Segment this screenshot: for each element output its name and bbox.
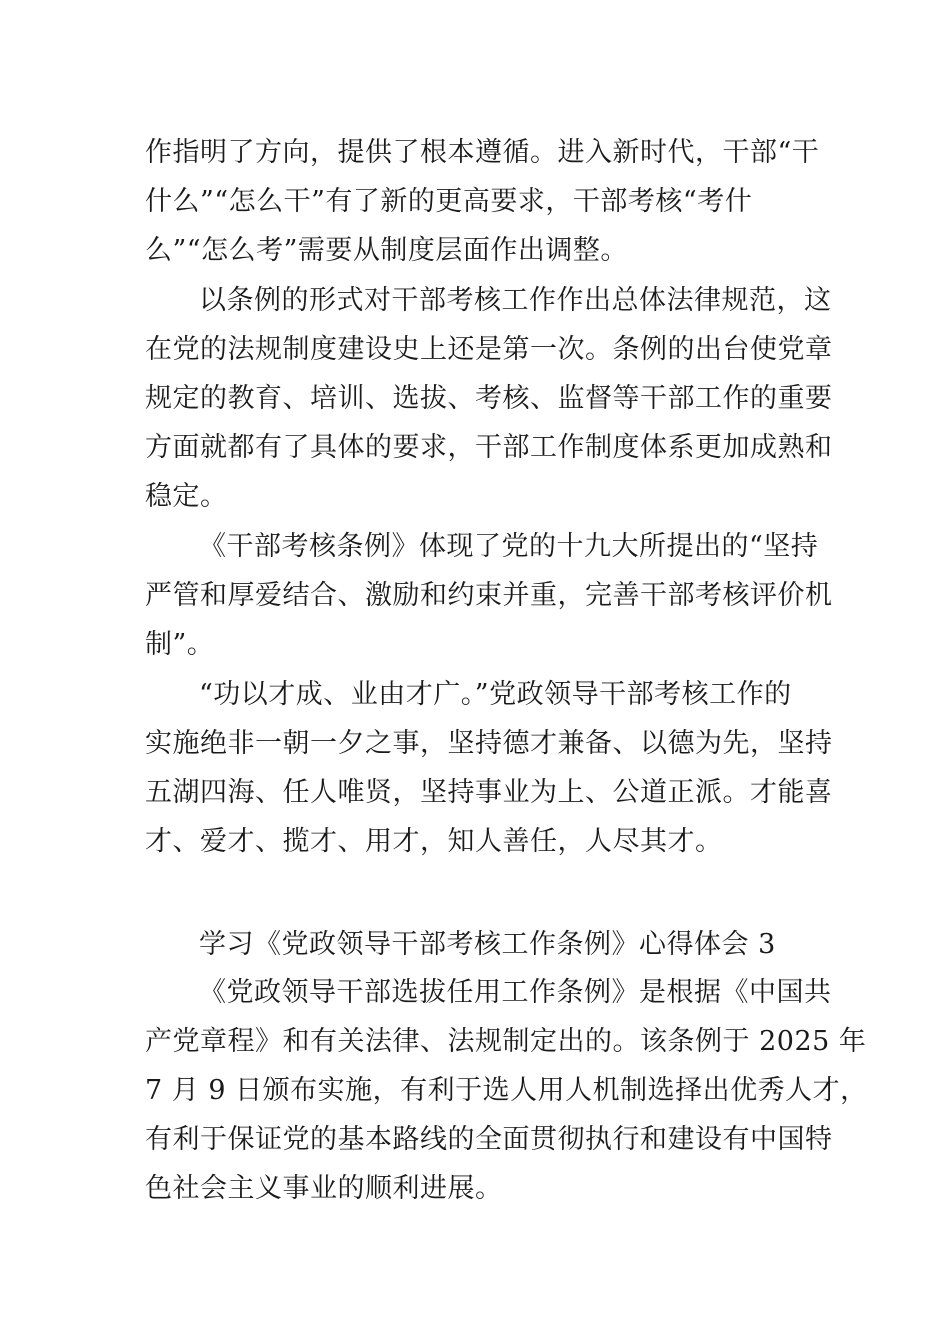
text-line: 严管和厚爱结合、激励和约束并重，完善干部考核评价机 [145,580,833,611]
text-line: 方面就都有了具体的要求，干部工作制度体系更加成熟和 [145,432,833,463]
text-line: 色社会主义事业的顺利进展。 [145,1173,503,1204]
section-heading: 学习《党政领导干部考核工作条例》心得体会 3 [199,929,776,960]
text-line: 作指明了方向，提供了根本遵循。进入新时代，干部“干 [145,137,820,168]
text-line: 什么”“怎么干”有了新的更高要求，干部考核“考什 [145,186,753,217]
text-line: 才、爱才、揽才、用才，知人善任，人尽其才。 [145,826,723,857]
text-line: 规定的教育、培训、选拔、考核、监督等干部工作的重要 [145,383,833,414]
text-line: 有利于保证党的基本路线的全面贯彻执行和建设有中国特 [145,1124,833,1155]
paragraph-3 [145,522,833,669]
text-line: 稳定。 [145,481,228,512]
paragraph-1 [145,128,820,275]
paragraph-2 [145,276,833,521]
text-line: 制”。 [145,629,215,660]
paragraph-4 [145,670,833,866]
text-line: 产党章程》和有关法律、法规制定出的。该条例于 2025 年 [145,1026,867,1057]
text-line: 《党政领导干部选拔任用工作条例》是根据《中国共 [199,977,832,1008]
text-line: 《干部考核条例》体现了党的十九大所提出的“坚持 [199,531,819,562]
text-line: 在党的法规制度建设史上还是第一次。条例的出台使党章 [145,334,833,365]
text-line: 以条例的形式对干部考核工作作出总体法律规范，这 [199,285,832,316]
text-line: 实施绝非一朝一夕之事，坚持德才兼备、以德为先，坚持 [145,728,833,759]
text-line: “功以才成、业由才广。”党政领导干部考核工作的 [199,679,792,710]
text-line: 么”“怎么考”需要从制度层面作出调整。 [145,235,628,266]
text-line: 7 月 9 日颁布实施，有利于选人用人机制选择出优秀人才， [145,1075,868,1106]
paragraph-5 [145,968,868,1213]
text-line: 五湖四海、任人唯贤，坚持事业为上、公道正派。才能喜 [145,777,833,808]
